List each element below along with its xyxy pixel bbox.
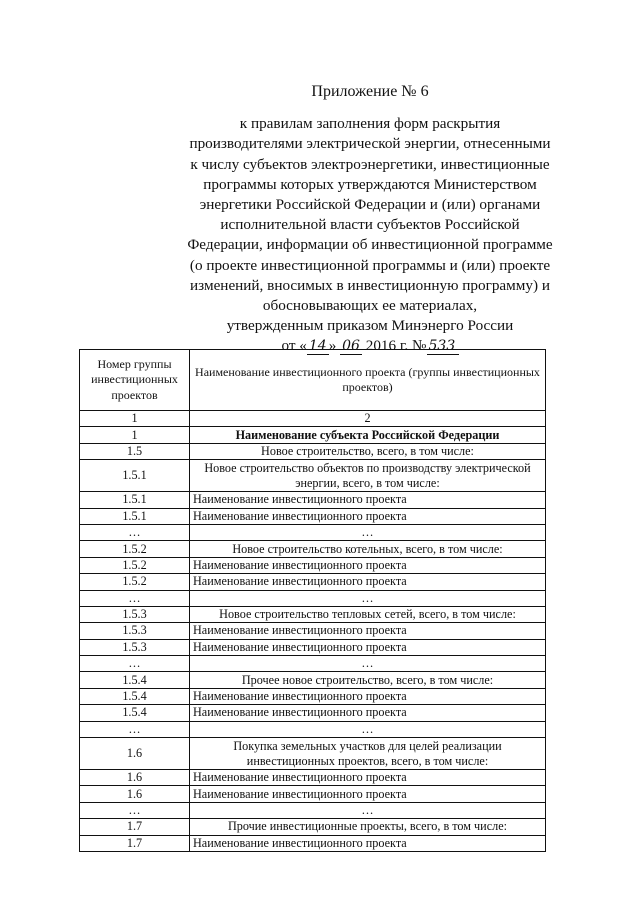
table-row <box>80 738 546 770</box>
investment-projects-table <box>79 349 546 852</box>
row-project-name: Новое строительство котельных, всего, в том числе: <box>190 541 546 557</box>
table-row <box>80 460 546 492</box>
table-row <box>80 606 546 622</box>
table-row <box>80 835 546 851</box>
row-project-name: … <box>190 802 546 818</box>
date-year: 2016 г. № <box>365 337 427 355</box>
table-row <box>80 705 546 721</box>
row-group-number: 1.5.2 <box>80 557 190 573</box>
header-line: производителями электрической энергии, отнесенными <box>189 135 551 153</box>
row-project-name: Новое строительство тепловых сетей, всего, в том числе: <box>190 606 546 622</box>
header-line: обосновывающих ее материалах, <box>262 297 478 315</box>
row-group-number: 1.5.4 <box>80 672 190 688</box>
header-line: к правилам заполнения форм раскрытия <box>239 115 501 133</box>
row-group-number: 1.7 <box>80 819 190 835</box>
row-project-name: Наименование инвестиционного проекта <box>190 639 546 655</box>
row-project-name: Наименование инвестиционного проекта <box>190 786 546 802</box>
row-group-number: … <box>80 721 190 737</box>
table-row <box>80 639 546 655</box>
row-project-name: … <box>190 590 546 606</box>
row-project-name: Наименование субъекта Российской Федерации <box>190 427 546 443</box>
row-group-number: 1.5.3 <box>80 606 190 622</box>
row-group-number: 1.5.3 <box>80 623 190 639</box>
row-group-number: … <box>80 802 190 818</box>
table-body <box>80 427 546 852</box>
table-row <box>80 574 546 590</box>
header-line: к числу субъектов электроэнергетики, инвестиционные <box>190 155 550 173</box>
row-group-number: … <box>80 590 190 606</box>
row-group-number: … <box>80 524 190 540</box>
row-group-number: 1.5 <box>80 443 190 459</box>
row-group-number: 1.5.4 <box>80 688 190 704</box>
row-group-number: 1.6 <box>80 770 190 786</box>
column-header-project-name: Наименование инвестиционного проекта (группы инвестиционных проектов) <box>190 350 546 411</box>
column-number: 2 <box>190 411 546 427</box>
row-project-name: Покупка земельных участков для целей реализации инвестиционных проектов, всего, в том числе: <box>190 738 546 770</box>
row-project-name: … <box>190 656 546 672</box>
row-project-name: Наименование инвестиционного проекта <box>190 492 546 508</box>
row-group-number: 1.5.1 <box>80 460 190 492</box>
date-month: 06 <box>342 338 360 355</box>
table-row <box>80 492 546 508</box>
header-line: изменений, вносимых в инвестиционную программу) и <box>190 276 550 294</box>
table-row <box>80 427 546 443</box>
document-header <box>180 82 560 357</box>
row-project-name: Наименование инвестиционного проекта <box>190 574 546 590</box>
column-number: 1 <box>80 411 190 427</box>
header-line: Федерации, информации об инвестиционной программе <box>187 236 553 254</box>
row-group-number: 1.7 <box>80 835 190 851</box>
table-row <box>80 721 546 737</box>
table-row <box>80 524 546 540</box>
row-group-number: 1.6 <box>80 738 190 770</box>
row-project-name: Новое строительство объектов по производству электрической энергии, всего, в том числе: <box>190 460 546 492</box>
appendix-title: Приложение № 6 <box>311 83 429 100</box>
row-group-number: 1.5.2 <box>80 574 190 590</box>
row-project-name: Наименование инвестиционного проекта <box>190 508 546 524</box>
date-day: 14 <box>308 338 327 355</box>
row-project-name: Наименование инвестиционного проекта <box>190 770 546 786</box>
row-project-name: Прочие инвестиционные проекты, всего, в том числе: <box>190 819 546 835</box>
header-line: (о проекте инвестиционной программы и (или) проекте <box>189 256 551 274</box>
row-project-name: Наименование инвестиционного проекта <box>190 623 546 639</box>
table-row <box>80 557 546 573</box>
table-row <box>80 688 546 704</box>
table-row <box>80 672 546 688</box>
table-row <box>80 770 546 786</box>
row-group-number: 1.5.4 <box>80 705 190 721</box>
row-group-number: 1.5.1 <box>80 508 190 524</box>
header-line: исполнительной власти субъектов Российской <box>220 216 520 234</box>
header-line: программы которых утверждаются Министерством <box>203 175 537 193</box>
row-project-name: … <box>190 721 546 737</box>
header-line: утвержденным приказом Минэнерго России <box>226 317 514 335</box>
row-group-number: 1 <box>80 427 190 443</box>
table-header-row <box>80 350 546 411</box>
row-project-name: Наименование инвестиционного проекта <box>190 835 546 851</box>
row-group-number: 1.5.1 <box>80 492 190 508</box>
row-project-name: Наименование инвестиционного проекта <box>190 705 546 721</box>
table-row <box>80 786 546 802</box>
table-row <box>80 819 546 835</box>
table-row <box>80 508 546 524</box>
row-group-number: 1.5.3 <box>80 639 190 655</box>
row-group-number: 1.5.2 <box>80 541 190 557</box>
header-lines <box>180 114 560 336</box>
date-prefix: от « <box>281 337 307 355</box>
table-row <box>80 443 546 459</box>
row-project-name: Прочее новое строительство, всего, в том числе: <box>190 672 546 688</box>
row-project-name: Наименование инвестиционного проекта <box>190 557 546 573</box>
table-row <box>80 623 546 639</box>
table-row <box>80 802 546 818</box>
row-group-number: … <box>80 656 190 672</box>
column-header-group-number: Номер группы инвестиционных проектов <box>80 350 190 411</box>
table-row <box>80 541 546 557</box>
row-project-name: … <box>190 524 546 540</box>
table-row <box>80 590 546 606</box>
date-mid: » <box>328 337 337 355</box>
table-row <box>80 656 546 672</box>
row-group-number: 1.6 <box>80 786 190 802</box>
column-number-row <box>80 411 546 427</box>
row-project-name: Новое строительство, всего, в том числе: <box>190 443 546 459</box>
header-line: энергетики Российской Федерации и (или) органами <box>199 196 541 214</box>
order-number: 533 <box>427 338 459 355</box>
row-project-name: Наименование инвестиционного проекта <box>190 688 546 704</box>
